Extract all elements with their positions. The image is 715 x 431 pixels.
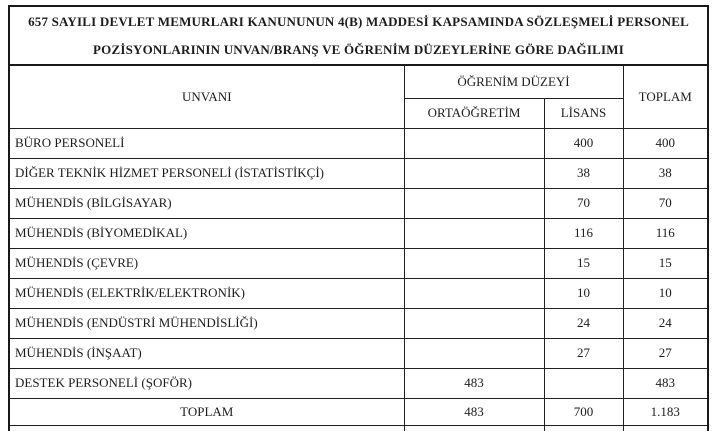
toplam-cell: 24 [623, 308, 708, 338]
unvan-cell: MÜHENDİS (ÇEVRE) [9, 248, 404, 278]
lisans-cell: 27 [544, 338, 623, 368]
unvan-cell: DESTEK PERSONELİ (ŞOFÖR) [9, 368, 404, 398]
clipped-row-stub [9, 425, 708, 431]
table-title-line2: POZİSYONLARININ UNVAN/BRANŞ VE ÖĞRENİM DÜZEYLERİNE GÖRE DAĞILIMI [93, 41, 624, 57]
table-row [9, 188, 708, 218]
table-row [9, 248, 708, 278]
unvan-cell: DİĞER TEKNİK HİZMET PERSONELİ (İSTATİSTİKÇİ) [9, 158, 404, 188]
table-row [9, 278, 708, 308]
table-row [9, 218, 708, 248]
lisans-cell: 400 [544, 128, 623, 158]
col-header-toplam: TOPLAM [623, 65, 708, 128]
lisans-cell: 70 [544, 188, 623, 218]
table-row [9, 308, 708, 338]
lisans-cell: 116 [544, 218, 623, 248]
ortaogretim-cell [404, 338, 544, 368]
col-header-ortaogretim: ORTAÖĞRETİM [404, 98, 544, 128]
title-row [9, 6, 708, 65]
totals-lisans: 700 [544, 398, 623, 425]
totals-row [9, 398, 708, 425]
ortaogretim-cell: 483 [404, 368, 544, 398]
toplam-cell: 400 [623, 128, 708, 158]
toplam-cell: 38 [623, 158, 708, 188]
lisans-cell: 10 [544, 278, 623, 308]
unvan-cell: BÜRO PERSONELİ [9, 128, 404, 158]
lisans-cell [544, 368, 623, 398]
col-header-unvani: UNVANI [9, 65, 404, 128]
table-row [9, 368, 708, 398]
lisans-cell: 38 [544, 158, 623, 188]
col-header-ogrenim-duzeyi: ÖĞRENİM DÜZEYİ [404, 65, 623, 98]
ortaogretim-cell [404, 248, 544, 278]
toplam-cell: 10 [623, 278, 708, 308]
ortaogretim-cell [404, 308, 544, 338]
table-title-line1: 657 SAYILI DEVLET MEMURLARI KANUNUNUN 4(B) MADDESİ KAPSAMINDA SÖZLEŞMELİ PERSONEL [28, 13, 689, 29]
ortaogretim-cell [404, 188, 544, 218]
col-header-lisans: LİSANS [544, 98, 623, 128]
personnel-distribution-table [8, 5, 709, 431]
table-row [9, 158, 708, 188]
ortaogretim-cell [404, 278, 544, 308]
table-title [9, 6, 708, 65]
ortaogretim-cell [404, 128, 544, 158]
toplam-cell: 483 [623, 368, 708, 398]
ortaogretim-cell [404, 158, 544, 188]
unvan-cell: MÜHENDİS (İNŞAAT) [9, 338, 404, 368]
table-row [9, 338, 708, 368]
totals-ortaogretim: 483 [404, 398, 544, 425]
totals-label: TOPLAM [9, 398, 404, 425]
unvan-cell: MÜHENDİS (BİLGİSAYAR) [9, 188, 404, 218]
unvan-cell: MÜHENDİS (ENDÜSTRİ MÜHENDİSLİĞİ) [9, 308, 404, 338]
unvan-cell: MÜHENDİS (BİYOMEDİKAL) [9, 218, 404, 248]
toplam-cell: 15 [623, 248, 708, 278]
header-row-1 [9, 65, 708, 98]
toplam-cell: 116 [623, 218, 708, 248]
toplam-cell: 70 [623, 188, 708, 218]
unvan-cell: MÜHENDİS (ELEKTRİK/ELEKTRONİK) [9, 278, 404, 308]
totals-toplam: 1.183 [623, 398, 708, 425]
lisans-cell: 24 [544, 308, 623, 338]
table-row [9, 128, 708, 158]
ortaogretim-cell [404, 218, 544, 248]
toplam-cell: 27 [623, 338, 708, 368]
lisans-cell: 15 [544, 248, 623, 278]
